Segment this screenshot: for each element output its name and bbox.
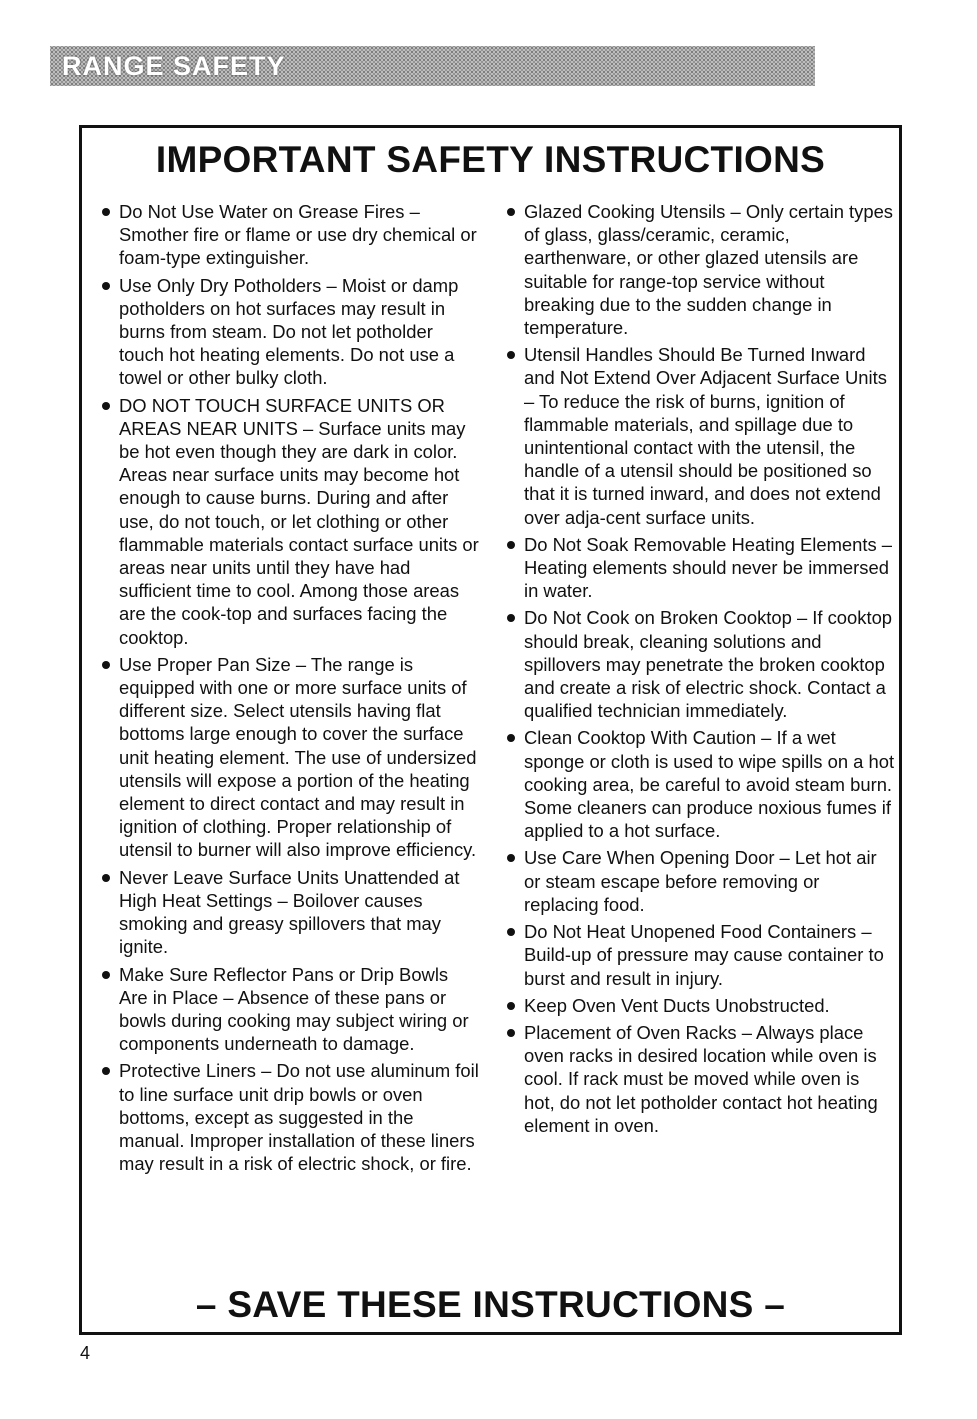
instruction-text: Use Only Dry Potholders – Moist or damp potholders on hot surfaces may result in burns from steam. Do not let potholder touch hot heating elements. Do not use a towel or other bulky cloth. (119, 274, 459, 389)
bullet-icon (102, 661, 110, 669)
instruction-text: Do Not Soak Removable Heating Elements – Heating elements should never be immersed in water. (524, 533, 893, 602)
list-item (505, 533, 895, 603)
instruction-text: Make Sure Reflector Pans or Drip Bowls Are in Place – Absence of these pans or bowls during cooking may subject wiring or components underneath to damage. (119, 963, 469, 1055)
instruction-text: Do Not Use Water on Grease Fires – Smother fire or flame or use dry chemical or foam-type extinguisher. (119, 201, 477, 269)
bullet-icon (507, 734, 515, 742)
bullet-icon (102, 1067, 110, 1075)
instruction-text: Do Not Cook on Broken Cooktop – If cooktop should break, cleaning solutions and spillovers may penetrate the broken cooktop and create a risk of electric shock. Contact a qualified technician immediately. (524, 607, 893, 722)
instruction-text: Keep Oven Vent Ducts Unobstructed. (524, 994, 830, 1016)
list-item (100, 394, 480, 649)
list-item (505, 1021, 895, 1137)
instruction-text: Placement of Oven Racks – Always place oven racks in desired location while oven is cool. If rack must be moved while oven is hot, do not let potholder contact hot heating element in oven. (524, 1021, 878, 1136)
bullet-icon (507, 1002, 515, 1010)
bullet-icon (507, 614, 515, 622)
list-item (100, 653, 480, 862)
bullet-icon (102, 874, 110, 882)
bullet-icon (507, 208, 515, 216)
list-item (100, 866, 480, 959)
list-item (100, 200, 480, 270)
instruction-text: DO NOT TOUCH SURFACE UNITS OR AREAS NEAR UNITS – Surface units may be hot even though they are dark in color. Areas near surface units may become hot enough to cause burns. During and after use, do not touch, or let clothing or other flammable materials contact surface units or areas near units until they have had sufficient time to cool. Among those areas are the cook-top and surfaces facing the cooktop. (119, 394, 479, 648)
bullet-icon (507, 351, 515, 359)
bullet-icon (507, 854, 515, 862)
list-item (505, 200, 895, 339)
left-instruction-list (100, 200, 480, 1179)
bullet-icon (102, 971, 110, 979)
page-number: 4 (80, 1343, 91, 1363)
list-item (100, 1059, 480, 1175)
page-title: IMPORTANT SAFETY INSTRUCTIONS (155, 139, 826, 180)
list-item (505, 846, 895, 916)
bullet-icon (102, 282, 110, 290)
list-item (505, 343, 895, 529)
instruction-text: Use Proper Pan Size – The range is equipped with one or more surface units of different size. Select utensils having flat bottoms large enough to cover the surface unit heating element. The use of undersized utensils will expose a portion of the heating element to direct contact and may result in ignition of clothing. Proper relationship of utensil to burner will also improve efficiency. (119, 653, 477, 861)
instruction-text: Clean Cooktop With Caution – If a wet sponge or cloth is used to wipe spills on a hot cooking area, be careful to avoid steam burn. Some cleaners can produce noxious fumes if applied to a hot surface. (524, 727, 895, 842)
section-title: RANGE SAFETY (62, 51, 286, 81)
bullet-icon (507, 541, 515, 549)
list-item (505, 726, 895, 842)
bullet-icon (102, 208, 110, 216)
list-item (100, 963, 480, 1056)
instruction-text: Utensil Handles Should Be Turned Inward and Not Extend Over Adjacent Surface Units – To reduce the risk of burns, ignition of flammable materials, and spillage due to unintentional contact with the utensil, the handle of a utensil should be positioned so that it is turned inward, and does not extend over adja-cent surface units. (524, 344, 887, 528)
save-instructions-footer: – SAVE THESE INSTRUCTIONS – (195, 1284, 786, 1325)
bullet-icon (507, 1029, 515, 1037)
list-item (100, 274, 480, 390)
instruction-text: Use Care When Opening Door – Let hot air or steam escape before removing or replacing food. (524, 847, 877, 915)
bullet-icon (102, 402, 110, 410)
right-instruction-list (505, 200, 895, 1141)
list-item (505, 920, 895, 990)
list-item (505, 606, 895, 722)
instruction-text: Never Leave Surface Units Unattended at High Heat Settings – Boilover causes smoking and greasy spillovers that may ignite. (119, 866, 460, 958)
instruction-text: Glazed Cooking Utensils – Only certain types of glass, glass/ceramic, ceramic, earthenware, or other glazed utensils are suitable for range-top service without breaking due to the sudden change in temperature. (524, 201, 894, 339)
instruction-text: Do Not Heat Unopened Food Containers – Build-up of pressure may cause container to burst and result in injury. (524, 921, 884, 989)
list-item (505, 994, 895, 1017)
instruction-text: Protective Liners – Do not use aluminum foil to line surface unit drip bowls or oven bottoms, except as suggested in the manual. Improper installation of these liners may result in a risk of electric shock, or fire. (119, 1060, 479, 1175)
bullet-icon (507, 928, 515, 936)
